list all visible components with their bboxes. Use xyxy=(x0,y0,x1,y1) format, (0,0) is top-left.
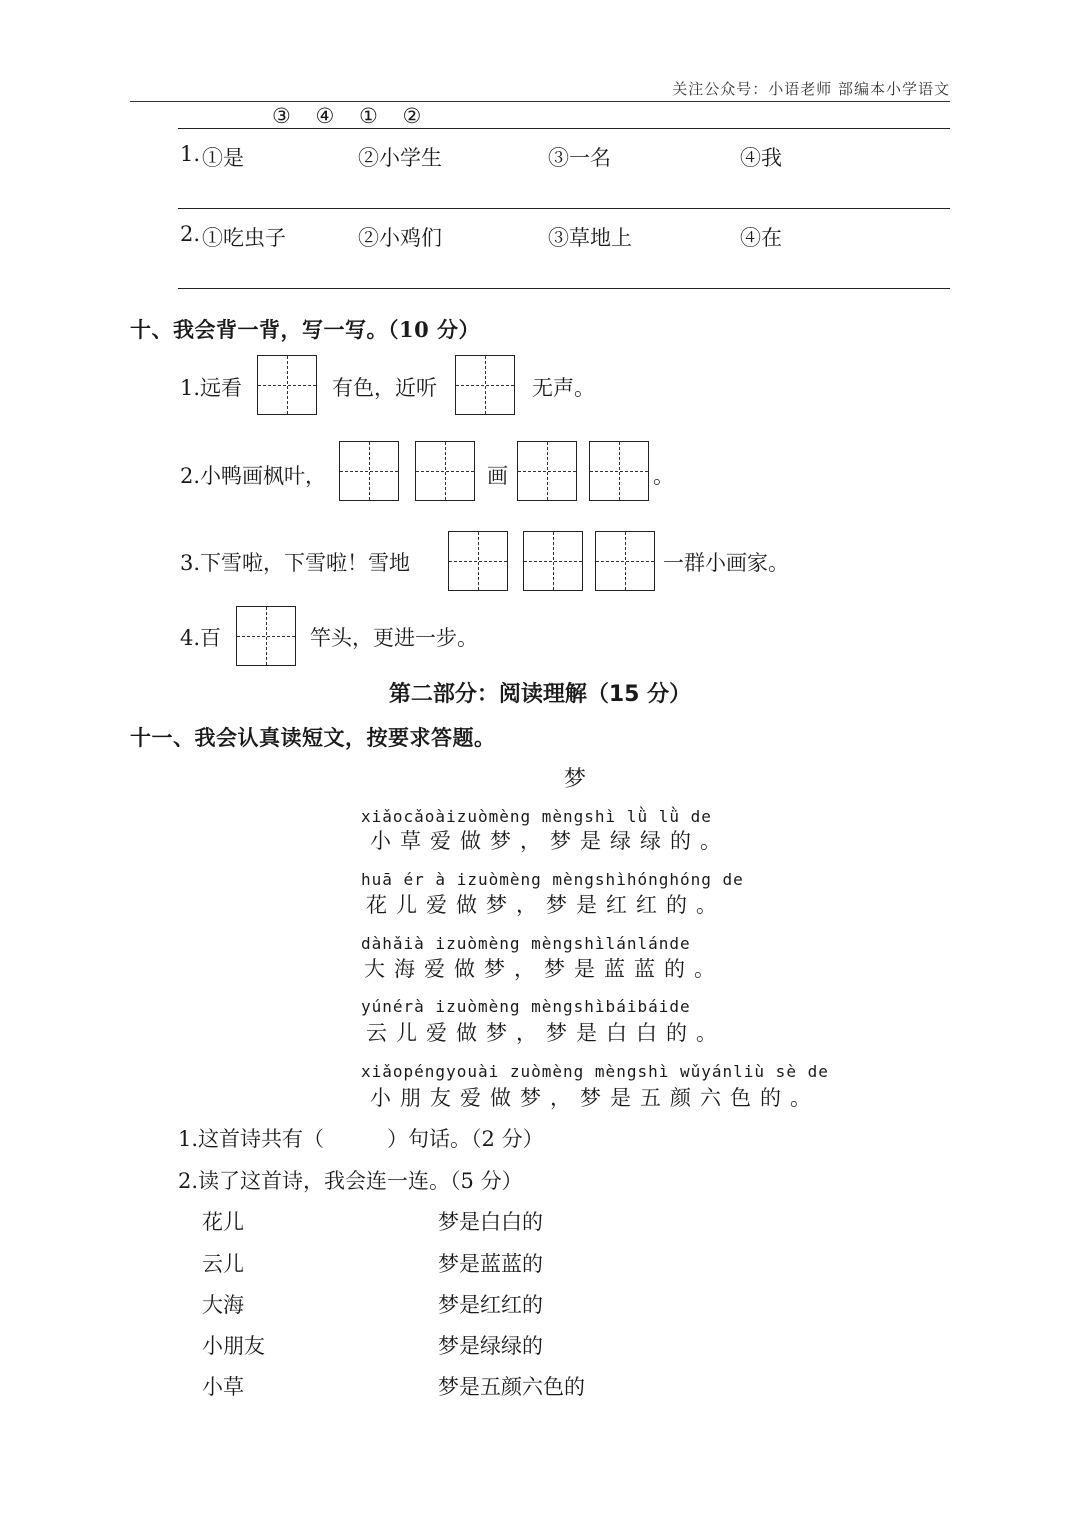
part2-title: 第二部分：阅读理解（15 分） xyxy=(388,682,692,707)
row2-word-1: ①吃虫子 xyxy=(202,226,286,250)
answer-line xyxy=(178,128,950,129)
q10-line4-b: 竿头，更进一步。 xyxy=(310,626,478,650)
poem-line-1: 小草爱做梦，梦是绿绿的。 xyxy=(370,829,730,853)
q10-line2-a: 2.小鸭画枫叶， xyxy=(180,464,327,488)
row2-word-4: ④在 xyxy=(740,226,782,250)
poem-line-4: 云儿爱做梦，梦是白白的。 xyxy=(366,1021,726,1045)
poem-pinyin-3: dàhǎià izuòmèng mèngshìlánlánde xyxy=(361,934,691,953)
match-left-item[interactable]: 大海 xyxy=(202,1293,244,1317)
q10-line3-b: 一群小画家。 xyxy=(663,551,789,575)
tian-box[interactable] xyxy=(523,531,583,591)
row2-word-3: ③草地上 xyxy=(548,226,632,250)
tian-box[interactable] xyxy=(455,355,515,415)
q10-line3-a: 3.下雪啦，下雪啦！雪地 xyxy=(180,551,411,575)
match-left-item[interactable]: 小草 xyxy=(202,1375,244,1399)
row1-num: 1. xyxy=(180,142,201,166)
poem-title: 梦 xyxy=(563,767,586,792)
q11-title: 十一、我会认真读短文，按要求答题。 xyxy=(130,725,496,750)
q11-sub1: 1.这首诗共有（ ）句话。（2 分） xyxy=(178,1127,544,1151)
q10-line4-a: 4.百 xyxy=(180,626,222,650)
poem-pinyin-4: yúnérà izuòmèng mèngshìbáibáide xyxy=(361,997,691,1016)
row1-word-4: ④我 xyxy=(740,146,782,170)
match-right-item[interactable]: 梦是红红的 xyxy=(438,1293,543,1317)
tian-box[interactable] xyxy=(339,441,399,501)
match-left-item[interactable]: 花儿 xyxy=(202,1210,244,1234)
poem-pinyin-2: huā ér à izuòmèng mèngshìhónghóng de xyxy=(361,870,744,889)
q10-line2-c: 。 xyxy=(653,464,674,488)
row2-word-2: ②小鸡们 xyxy=(358,226,442,250)
tian-box[interactable] xyxy=(257,355,317,415)
q10-title: 十、我会背一背，写一写。（10 分） xyxy=(130,317,481,342)
poem-pinyin-1: xiǎocǎoàizuòmèng mèngshì lǜ lǜ de xyxy=(361,807,712,826)
answer-line[interactable] xyxy=(178,288,950,289)
row1-word-3: ③一名 xyxy=(548,146,611,170)
match-right-item[interactable]: 梦是蓝蓝的 xyxy=(438,1252,543,1276)
poem-line-2: 花儿爱做梦，梦是红红的。 xyxy=(366,893,726,917)
q10-line2-b: 画 xyxy=(487,464,508,488)
answer-order: ③ ④ ① ② xyxy=(272,104,422,128)
q11-sub2: 2.读了这首诗，我会连一连。（5 分） xyxy=(178,1169,523,1193)
row1-word-1: ①是 xyxy=(202,146,244,170)
poem-line-3: 大海爱做梦，梦是蓝蓝的。 xyxy=(364,957,724,981)
tian-box[interactable] xyxy=(589,441,649,501)
tian-box[interactable] xyxy=(595,531,655,591)
header-text: 关注公众号：小语老师 部编本小学语文 xyxy=(672,80,950,98)
match-right-item[interactable]: 梦是绿绿的 xyxy=(438,1334,543,1358)
match-left-item[interactable]: 云儿 xyxy=(202,1252,244,1276)
q10-line1-b: 有色，近听 xyxy=(332,376,437,400)
poem-pinyin-5: xiǎopéngyouài zuòmèng mèngshì wǔyánliù sè de xyxy=(361,1062,829,1081)
match-right-item[interactable]: 梦是五颜六色的 xyxy=(438,1375,585,1399)
tian-box[interactable] xyxy=(415,441,475,501)
q10-line1-c: 无声。 xyxy=(532,376,595,400)
row2-num: 2. xyxy=(180,222,201,246)
header-divider xyxy=(130,101,950,102)
q10-line1-a: 1.远看 xyxy=(180,376,243,400)
tian-box[interactable] xyxy=(236,606,296,666)
match-left-item[interactable]: 小朋友 xyxy=(202,1334,265,1358)
poem-line-5: 小朋友爱做梦，梦是五颜六色的。 xyxy=(370,1086,820,1110)
tian-box[interactable] xyxy=(448,531,508,591)
row1-word-2: ②小学生 xyxy=(358,146,442,170)
tian-box[interactable] xyxy=(517,441,577,501)
answer-line[interactable] xyxy=(178,208,950,209)
match-right-item[interactable]: 梦是白白的 xyxy=(438,1210,543,1234)
